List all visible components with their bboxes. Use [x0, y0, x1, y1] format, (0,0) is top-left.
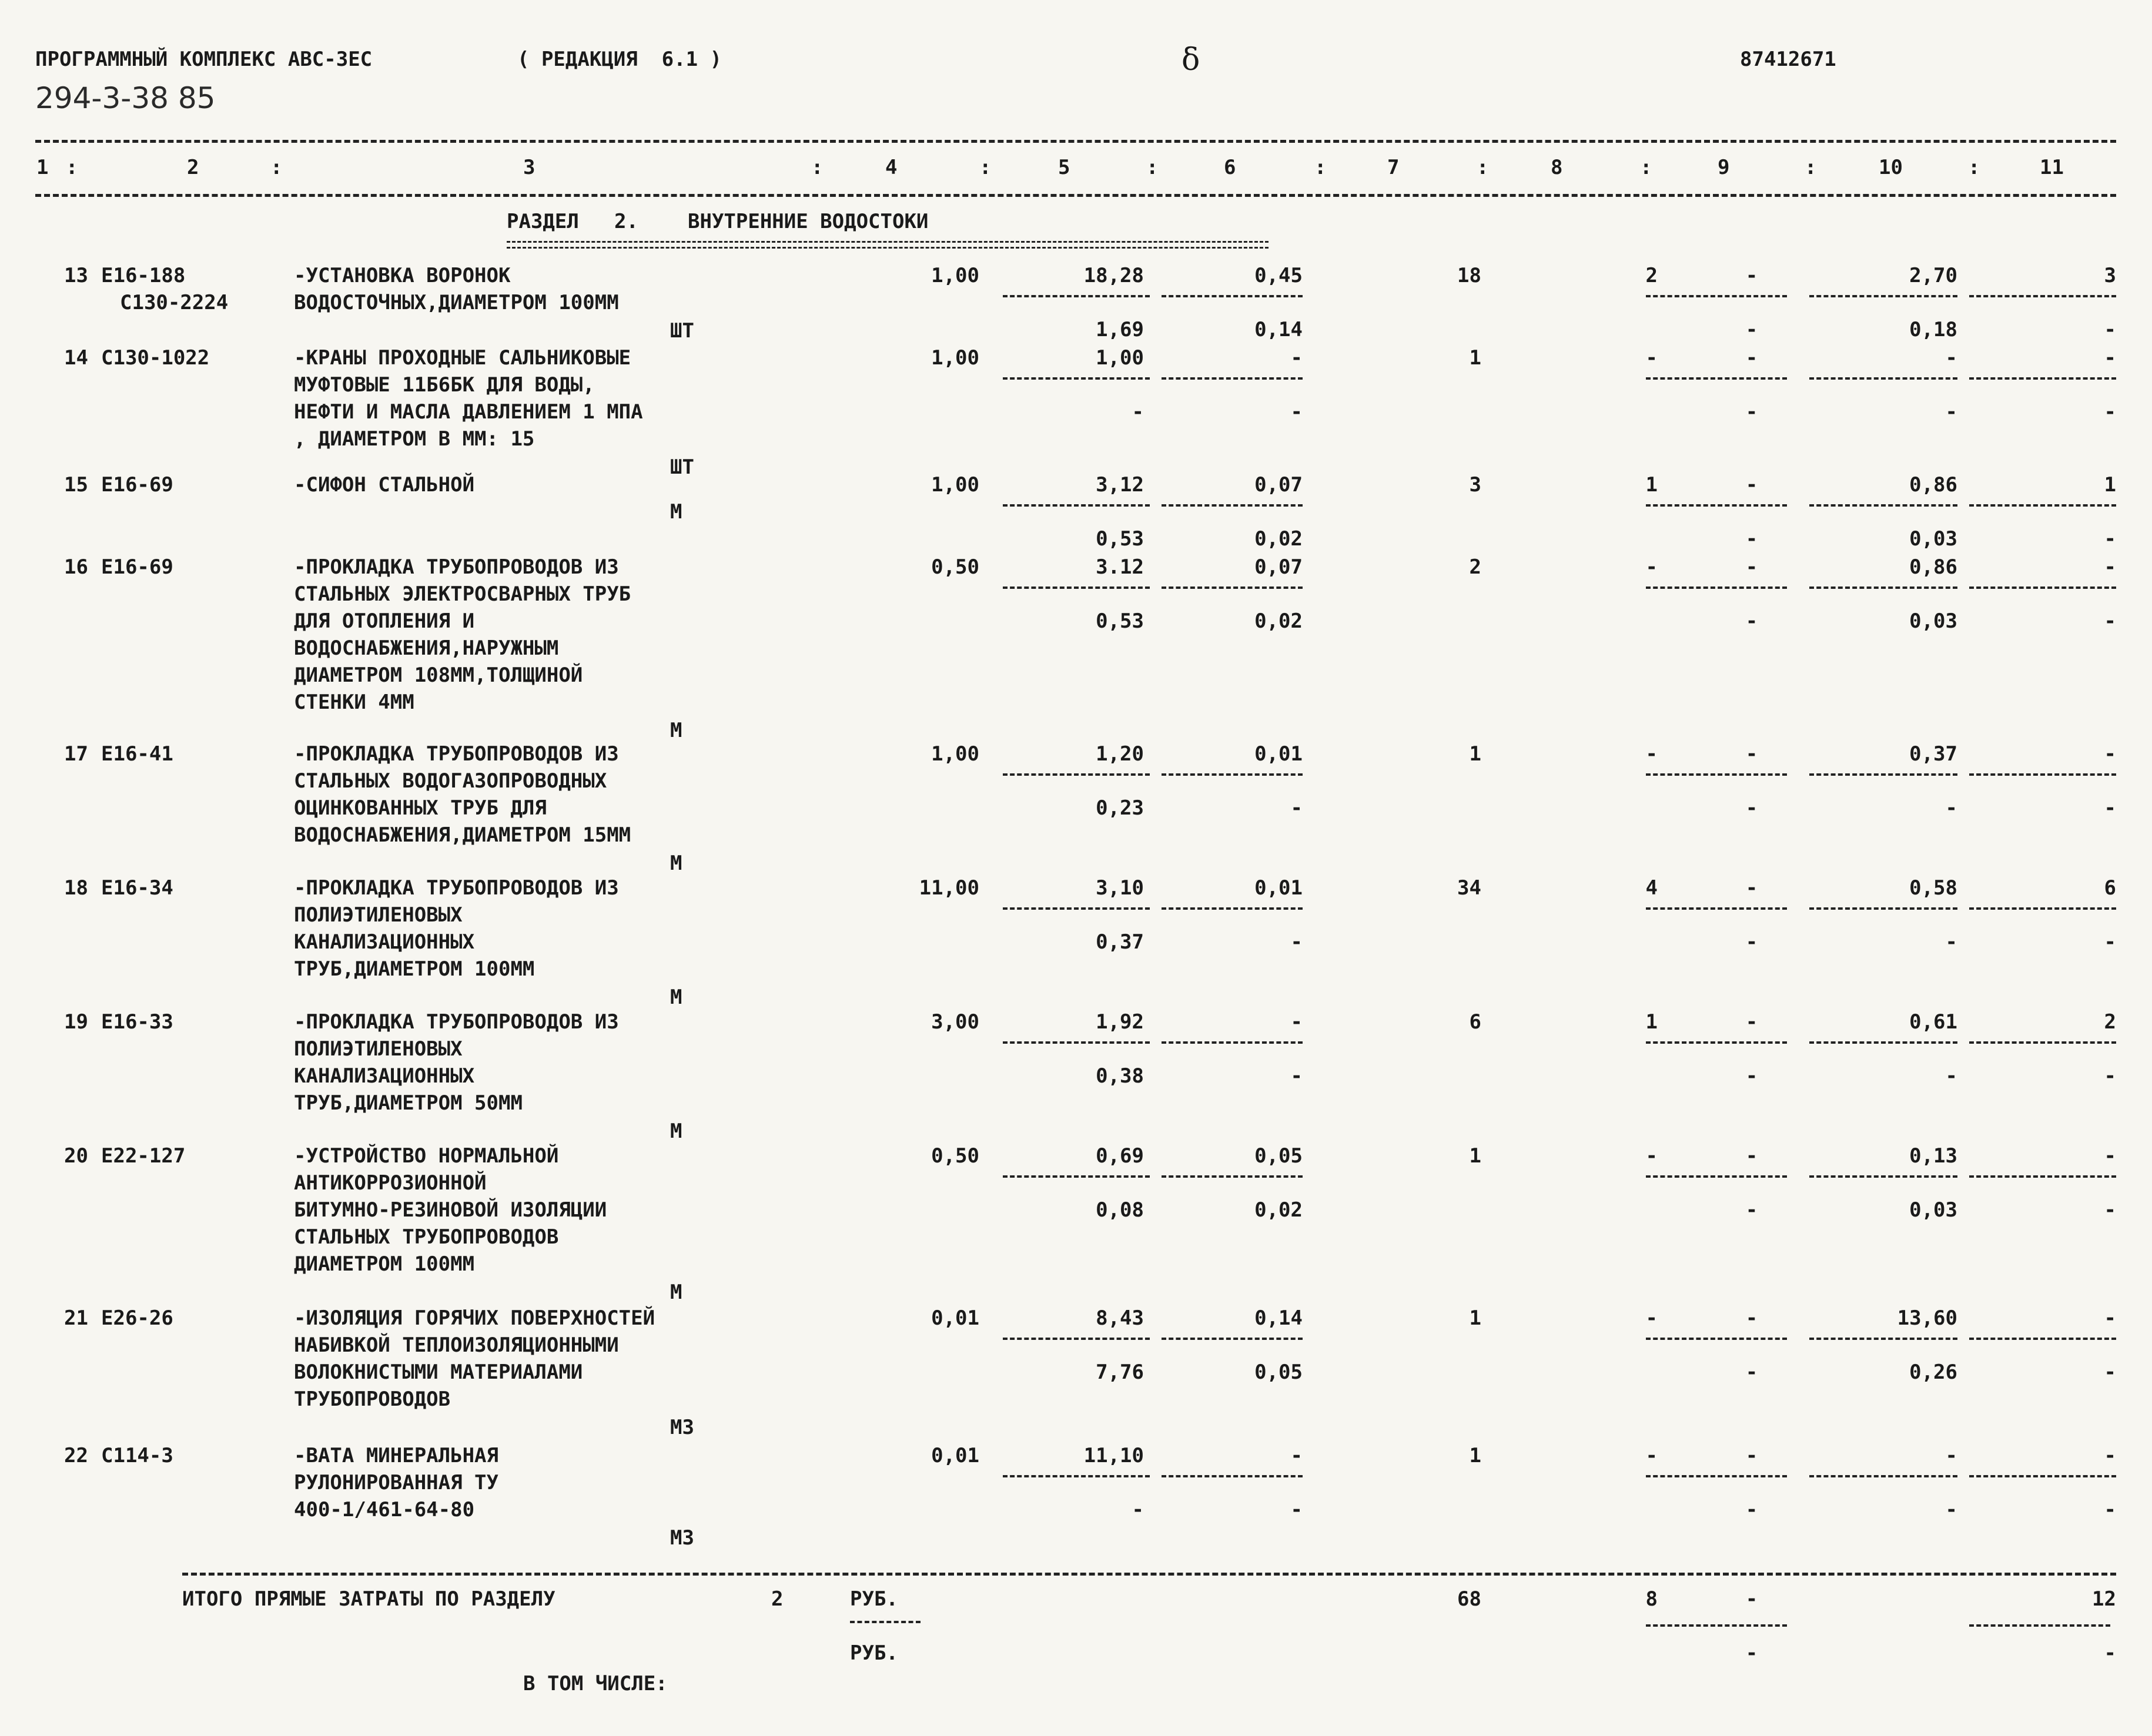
totals-unit-1: РУБ.	[850, 1587, 898, 1611]
row-col11-second: -	[2104, 609, 2116, 633]
row-rule-col5	[1003, 1175, 1150, 1178]
row-col9: -	[1745, 473, 1758, 497]
column-header-3: 3	[523, 156, 536, 179]
column-header-4: 4	[885, 156, 898, 179]
row-description-line: -ИЗОЛЯЦИЯ ГОРЯЧИХ ПОВЕРХНОСТЕЙ	[294, 1306, 655, 1330]
row-col10-second: -	[1945, 1498, 1957, 1521]
column-separator: :	[1314, 156, 1327, 179]
row-number: 16	[64, 555, 88, 579]
row-col10-second: -	[1945, 1064, 1957, 1088]
row-col11: -	[2104, 346, 2116, 370]
row-description-line: ДЛЯ ОТОПЛЕНИЯ И	[294, 609, 475, 633]
row-col8: -	[1645, 1144, 1658, 1168]
row-col5: 3,10	[1096, 876, 1144, 900]
row-col6-second: -	[1290, 796, 1303, 820]
row-quantity: 0,01	[931, 1444, 979, 1467]
row-number: 15	[64, 473, 88, 497]
row-description-line: ДИАМЕТРОМ 108ММ,ТОЛЩИНОЙ	[294, 663, 583, 687]
row-rule-col9	[1646, 1338, 1787, 1340]
row-quantity: 0,50	[931, 1144, 979, 1168]
row-description-line: -КРАНЫ ПРОХОДНЫЕ САЛЬНИКОВЫЕ	[294, 346, 631, 370]
row-col10: 0,37	[1909, 742, 1957, 766]
row-rule-col5	[1003, 504, 1150, 507]
row-rule-col9	[1646, 377, 1787, 380]
row-description-line: КАНАЛИЗАЦИОННЫХ	[294, 930, 475, 954]
row-col11-second: -	[2104, 1198, 2116, 1222]
row-col6: -	[1290, 1010, 1303, 1034]
row-description-line: ПОЛИЭТИЛЕНОВЫХ	[294, 1037, 463, 1061]
row-number: 18	[64, 876, 88, 900]
row-col5-second: 7,76	[1096, 1360, 1144, 1384]
row-col9: -	[1745, 555, 1758, 579]
row-rule-col6	[1162, 773, 1303, 776]
row-rule-col9	[1646, 1475, 1787, 1477]
row-code: Е16-69	[101, 555, 173, 579]
program-title: ПРОГРАММНЫЙ КОМПЛЕКС АВС-ЗЕС	[35, 48, 373, 71]
column-header-11: 11	[2040, 156, 2064, 179]
row-description-line: 400-1/461-64-80	[294, 1498, 475, 1521]
column-separator: :	[1640, 156, 1652, 179]
row-col11: -	[2104, 1444, 2116, 1467]
row-col9-second: -	[1745, 609, 1758, 633]
row-col11-second: -	[2104, 930, 2116, 954]
row-col10: 0,13	[1909, 1144, 1957, 1168]
row-unit: М3	[670, 1416, 694, 1439]
row-col7: 1	[1469, 1144, 1481, 1168]
row-col6: 0,45	[1254, 264, 1303, 287]
row-rule-col10	[1809, 1338, 1957, 1340]
row-col7: 2	[1469, 555, 1481, 579]
header-top-rule	[35, 140, 2116, 143]
row-rule-col10	[1809, 587, 1957, 589]
row-description-line: КАНАЛИЗАЦИОННЫХ	[294, 1064, 475, 1088]
row-number: 19	[64, 1010, 88, 1034]
row-col5-second: -	[1132, 400, 1144, 424]
totals-col9: -	[1745, 1587, 1758, 1611]
row-quantity: 0,01	[931, 1306, 979, 1330]
column-separator: :	[66, 156, 78, 179]
row-code: Е16-188	[101, 264, 186, 287]
row-description-line: ТРУБ,ДИАМЕТРОМ 100ММ	[294, 957, 535, 981]
row-col6-second: -	[1290, 1064, 1303, 1088]
row-description-line: СТАЛЬНЫХ ТРУБОПРОВОДОВ	[294, 1225, 559, 1249]
row-description-line: -ВАТА МИНЕРАЛЬНАЯ	[294, 1444, 498, 1467]
row-col6-second: 0,05	[1254, 1360, 1303, 1384]
row-rule-col6	[1162, 295, 1303, 297]
row-col8: -	[1645, 555, 1658, 579]
row-description-line: ВОДОСНАБЖЕНИЯ,ДИАМЕТРОМ 15ММ	[294, 823, 631, 847]
column-header-1: 1	[36, 156, 49, 179]
row-rule-col11	[1969, 587, 2116, 589]
row-rule-col5	[1003, 1041, 1150, 1044]
row-unit: ШТ	[670, 319, 694, 343]
row-col7: 1	[1469, 1444, 1481, 1467]
row-col5-second: 0,53	[1096, 609, 1144, 633]
row-col6: 0,05	[1254, 1144, 1303, 1168]
row-col9-second: -	[1745, 1498, 1758, 1521]
row-rule-col9	[1646, 587, 1787, 589]
row-quantity: 11,00	[919, 876, 979, 900]
row-rule-col10	[1809, 295, 1957, 297]
row-rule-col6	[1162, 377, 1303, 380]
row-rule-col11	[1969, 1175, 2116, 1178]
row-col10: 13,60	[1897, 1306, 1957, 1330]
row-col6: 0,01	[1254, 742, 1303, 766]
row-col9: -	[1745, 742, 1758, 766]
row-rule-col10	[1809, 377, 1957, 380]
row-col9: -	[1745, 1144, 1758, 1168]
row-description-line: АНТИКОРРОЗИОННОЙ	[294, 1171, 487, 1195]
column-header-6: 6	[1224, 156, 1236, 179]
row-col6: -	[1290, 1444, 1303, 1467]
row-col9-second: -	[1745, 1198, 1758, 1222]
row-col11-second: -	[2104, 796, 2116, 820]
column-separator: :	[1477, 156, 1489, 179]
row-col7: 1	[1469, 1306, 1481, 1330]
row-col6-second: 0,02	[1254, 527, 1303, 551]
row-code: Е22-127	[101, 1144, 186, 1168]
row-col6: 0,07	[1254, 555, 1303, 579]
row-rule-col5	[1003, 295, 1150, 297]
row-col9: -	[1745, 264, 1758, 287]
row-number: 17	[64, 742, 88, 766]
row-description-line: ВОДОСТОЧНЫХ,ДИАМЕТРОМ 100ММ	[294, 291, 619, 314]
row-rule-col5	[1003, 587, 1150, 589]
row-col8: -	[1645, 742, 1658, 766]
column-separator: :	[1968, 156, 1980, 179]
column-header-9: 9	[1718, 156, 1730, 179]
row-rule-col9	[1646, 295, 1787, 297]
row-description-line: ВОЛОКНИСТЫМИ МАТЕРИАЛАМИ	[294, 1360, 583, 1384]
row-rule-col10	[1809, 1175, 1957, 1178]
row-col11-second: -	[2104, 1064, 2116, 1088]
totals-rule	[182, 1573, 2116, 1576]
row-description-line: , ДИАМЕТРОМ В ММ: 15	[294, 427, 535, 451]
row-quantity: 0,50	[931, 555, 979, 579]
row-rule-col5	[1003, 773, 1150, 776]
totals-unit-2: РУБ.	[850, 1641, 898, 1665]
row-description-line: -ПРОКЛАДКА ТРУБОПРОВОДОВ ИЗ	[294, 555, 619, 579]
row-code: Е26-26	[101, 1306, 173, 1330]
row-col10-second: -	[1945, 400, 1957, 424]
row-col5: 0,69	[1096, 1144, 1144, 1168]
edition-label: ( РЕДАКЦИЯ 6.1 )	[517, 48, 722, 71]
row-col8: -	[1645, 1444, 1658, 1467]
row-number: 13	[64, 264, 88, 287]
in-that-number-label: В ТОМ ЧИСЛЕ:	[523, 1672, 668, 1695]
row-description-line: ВОДОСНАБЖЕНИЯ,НАРУЖНЫМ	[294, 636, 559, 660]
row-col11: 1	[2104, 473, 2116, 497]
section-title: ВНУТРЕННИЕ ВОДОСТОКИ	[688, 210, 929, 233]
row-quantity: 1,00	[931, 473, 979, 497]
row-rule-col5	[1003, 907, 1150, 910]
row-col11-second: -	[2104, 400, 2116, 424]
row-col10: 0,61	[1909, 1010, 1957, 1034]
row-description-line: -СИФОН СТАЛЬНОЙ	[294, 473, 475, 497]
row-description-line: НЕФТИ И МАСЛА ДАВЛЕНИЕМ 1 МПА	[294, 400, 643, 424]
row-col10-second: 0,03	[1909, 1198, 1957, 1222]
row-col10: 0,58	[1909, 876, 1957, 900]
row-code: Е16-33	[101, 1010, 173, 1034]
row-quantity: 1,00	[931, 264, 979, 287]
row-number: 21	[64, 1306, 88, 1330]
row-col5: 8,43	[1096, 1306, 1144, 1330]
row-col10: -	[1945, 346, 1957, 370]
handwritten-number: 294-3-38 85	[35, 81, 216, 115]
row-description-line: НАБИВКОЙ ТЕПЛОИЗОЛЯЦИОННЫМИ	[294, 1333, 619, 1357]
totals-col11: 12	[2092, 1587, 2116, 1611]
header-bottom-rule	[35, 194, 2116, 197]
row-number: 22	[64, 1444, 88, 1467]
section-number: 2.	[614, 210, 638, 233]
row-col5: 3,12	[1096, 473, 1144, 497]
row-col10-second: -	[1945, 796, 1957, 820]
row-rule-col6	[1162, 587, 1303, 589]
row-description-line: СТАЛЬНЫХ ВОДОГАЗОПРОВОДНЫХ	[294, 769, 607, 793]
row-col5-second: 0,08	[1096, 1198, 1144, 1222]
totals-col11-rule	[1969, 1624, 2110, 1627]
row-col10-second: -	[1945, 930, 1957, 954]
row-col7: 3	[1469, 473, 1481, 497]
row-rule-col6	[1162, 1475, 1303, 1477]
row-col6-second: 0,14	[1254, 318, 1303, 341]
row-rule-col11	[1969, 1041, 2116, 1044]
row-unit: М	[670, 1120, 682, 1143]
row-rule-col9	[1646, 907, 1787, 910]
row-rule-col11	[1969, 773, 2116, 776]
row-col9-second: -	[1745, 1064, 1758, 1088]
row-col11: -	[2104, 1144, 2116, 1168]
row-col9-second: -	[1745, 796, 1758, 820]
row-col10: 0,86	[1909, 555, 1957, 579]
row-col11: -	[2104, 1306, 2116, 1330]
totals-col8: 8	[1645, 1587, 1658, 1611]
row-code: Е16-41	[101, 742, 173, 766]
row-col8: 4	[1645, 876, 1658, 900]
row-col10-second: 0,18	[1909, 318, 1957, 341]
row-unit: М	[670, 719, 682, 742]
row-rule-col11	[1969, 295, 2116, 297]
row-col9-second: -	[1745, 400, 1758, 424]
row-rule-col9	[1646, 1175, 1787, 1178]
row-col5: 1,20	[1096, 742, 1144, 766]
row-col5-second: 0,38	[1096, 1064, 1144, 1088]
row-code: Е16-34	[101, 876, 173, 900]
row-unit: М	[670, 852, 682, 875]
row-col10-second: 0,03	[1909, 609, 1957, 633]
row-col5-second: -	[1132, 1498, 1144, 1521]
row-col9-second: -	[1745, 527, 1758, 551]
row-code: С114-3	[101, 1444, 173, 1467]
row-col5: 18,28	[1083, 264, 1144, 287]
row-col6: 0,14	[1254, 1306, 1303, 1330]
row-col7: 34	[1457, 876, 1481, 900]
row-description-line: МУФТОВЫЕ 11Б6БК ДЛЯ ВОДЫ,	[294, 373, 595, 397]
row-description-line: ДИАМЕТРОМ 100ММ	[294, 1252, 475, 1276]
row-rule-col6	[1162, 504, 1303, 507]
row-rule-col10	[1809, 1041, 1957, 1044]
column-header-5: 5	[1058, 156, 1070, 179]
totals-col11-second: -	[2104, 1641, 2116, 1665]
row-unit: М	[670, 986, 682, 1009]
row-rule-col10	[1809, 504, 1957, 507]
column-header-8: 8	[1551, 156, 1563, 179]
row-col11: 6	[2104, 876, 2116, 900]
row-description-line: РУЛОНИРОВАННАЯ ТУ	[294, 1471, 498, 1494]
row-rule-col6	[1162, 907, 1303, 910]
row-unit: М3	[670, 1526, 694, 1550]
row-description-line: ТРУБ,ДИАМЕТРОМ 50ММ	[294, 1091, 523, 1115]
row-col11: 2	[2104, 1010, 2116, 1034]
row-col6: 0,01	[1254, 876, 1303, 900]
row-col6-second: -	[1290, 1498, 1303, 1521]
totals-col9-rule	[1646, 1624, 1787, 1627]
row-number: 14	[64, 346, 88, 370]
row-code: Е16-69	[101, 473, 173, 497]
row-col10: 2,70	[1909, 264, 1957, 287]
row-col11: 3	[2104, 264, 2116, 287]
row-col10: 0,86	[1909, 473, 1957, 497]
row-col7: 1	[1469, 742, 1481, 766]
row-col7: 6	[1469, 1010, 1481, 1034]
row-quantity: 1,00	[931, 346, 979, 370]
row-rule-col11	[1969, 377, 2116, 380]
row-col5: 3.12	[1096, 555, 1144, 579]
row-description-line: ПОЛИЭТИЛЕНОВЫХ	[294, 903, 463, 927]
row-unit: М	[670, 500, 682, 524]
row-description-line: -УСТАНОВКА ВОРОНОК	[294, 264, 511, 287]
row-col5-second: 1,69	[1096, 318, 1144, 341]
row-col6: -	[1290, 346, 1303, 370]
row-col10-second: 0,03	[1909, 527, 1957, 551]
row-col11-second: -	[2104, 1360, 2116, 1384]
column-separator: :	[1146, 156, 1159, 179]
row-description-line: -ПРОКЛАДКА ТРУБОПРОВОДОВ ИЗ	[294, 742, 619, 766]
row-rule-col9	[1646, 1041, 1787, 1044]
row-description-line: СТАЛЬНЫХ ЭЛЕКТРОСВАРНЫХ ТРУБ	[294, 582, 631, 606]
row-col11-second: -	[2104, 318, 2116, 341]
row-quantity: 1,00	[931, 742, 979, 766]
row-col11: -	[2104, 555, 2116, 579]
row-description-line: -УСТРОЙСТВО НОРМАЛЬНОЙ	[294, 1144, 559, 1168]
row-col5: 11,10	[1083, 1444, 1144, 1467]
totals-col7: 68	[1457, 1587, 1481, 1611]
column-header-10: 10	[1879, 156, 1903, 179]
document-code: 87412671	[1740, 48, 1836, 71]
row-col5-second: 0,53	[1096, 527, 1144, 551]
column-separator: :	[979, 156, 992, 179]
row-description-line: -ПРОКЛАДКА ТРУБОПРОВОДОВ ИЗ	[294, 1010, 619, 1034]
row-col11-second: -	[2104, 1498, 2116, 1521]
row-col9-second: -	[1745, 930, 1758, 954]
row-col8: 1	[1645, 473, 1658, 497]
row-rule-col9	[1646, 504, 1787, 507]
totals-unit-rule	[850, 1621, 921, 1623]
row-rule-col9	[1646, 773, 1787, 776]
column-separator: :	[270, 156, 283, 179]
row-col6-second: -	[1290, 930, 1303, 954]
column-separator: :	[1805, 156, 1817, 179]
column-header-2: 2	[187, 156, 199, 179]
row-col10: -	[1945, 1444, 1957, 1467]
row-number: 20	[64, 1144, 88, 1168]
row-col9: -	[1745, 346, 1758, 370]
row-col8: 1	[1645, 1010, 1658, 1034]
row-col5: 1,00	[1096, 346, 1144, 370]
row-col6: 0,07	[1254, 473, 1303, 497]
row-code-secondary: С130-2224	[120, 291, 229, 314]
row-rule-col6	[1162, 1338, 1303, 1340]
row-description-line: БИТУМНО-РЕЗИНОВОЙ ИЗОЛЯЦИИ	[294, 1198, 607, 1222]
row-description-line: -ПРОКЛАДКА ТРУБОПРОВОДОВ ИЗ	[294, 876, 619, 900]
row-col5: 1,92	[1096, 1010, 1144, 1034]
row-col9-second: -	[1745, 318, 1758, 341]
row-rule-col10	[1809, 1475, 1957, 1477]
row-col11: -	[2104, 742, 2116, 766]
row-col5-second: 0,37	[1096, 930, 1144, 954]
column-header-7: 7	[1387, 156, 1400, 179]
row-unit: М	[670, 1281, 682, 1304]
totals-col9-second: -	[1745, 1641, 1758, 1665]
row-col5-second: 0,23	[1096, 796, 1144, 820]
row-col6-second: 0,02	[1254, 609, 1303, 633]
row-quantity: 3,00	[931, 1010, 979, 1034]
row-col11-second: -	[2104, 527, 2116, 551]
row-col9: -	[1745, 876, 1758, 900]
row-description-line: ТРУБОПРОВОДОВ	[294, 1388, 451, 1411]
totals-section: 2	[771, 1587, 784, 1611]
row-col6-second: -	[1290, 400, 1303, 424]
section-label: РАЗДЕЛ	[507, 210, 579, 233]
row-col6-second: 0,02	[1254, 1198, 1303, 1222]
row-unit: ШТ	[670, 455, 694, 479]
row-col8: -	[1645, 1306, 1658, 1330]
row-col9: -	[1745, 1306, 1758, 1330]
row-rule-col5	[1003, 1338, 1150, 1340]
row-code: С130-1022	[101, 346, 210, 370]
row-col7: 1	[1469, 346, 1481, 370]
totals-label: ИТОГО ПРЯМЫЕ ЗАТРАТЫ ПО РАЗДЕЛУ	[182, 1587, 555, 1611]
row-rule-col10	[1809, 773, 1957, 776]
row-rule-col5	[1003, 377, 1150, 380]
row-rule-col6	[1162, 1041, 1303, 1044]
row-col7: 18	[1457, 264, 1481, 287]
row-description-line: ОЦИНКОВАННЫХ ТРУБ ДЛЯ	[294, 796, 547, 820]
row-rule-col5	[1003, 1475, 1150, 1477]
row-col8: -	[1645, 346, 1658, 370]
row-rule-col11	[1969, 504, 2116, 507]
row-rule-col6	[1162, 1175, 1303, 1178]
row-rule-col10	[1809, 907, 1957, 910]
column-separator: :	[811, 156, 824, 179]
row-col9-second: -	[1745, 1360, 1758, 1384]
row-col9: -	[1745, 1010, 1758, 1034]
row-rule-col11	[1969, 1338, 2116, 1340]
section-underline	[507, 241, 1269, 249]
row-col8: 2	[1645, 264, 1658, 287]
row-description-line: СТЕНКИ 4ММ	[294, 691, 414, 714]
row-col9: -	[1745, 1444, 1758, 1467]
row-rule-col11	[1969, 907, 2116, 910]
page-mark: δ	[1182, 42, 1200, 78]
row-col10-second: 0,26	[1909, 1360, 1957, 1384]
row-rule-col11	[1969, 1475, 2116, 1477]
